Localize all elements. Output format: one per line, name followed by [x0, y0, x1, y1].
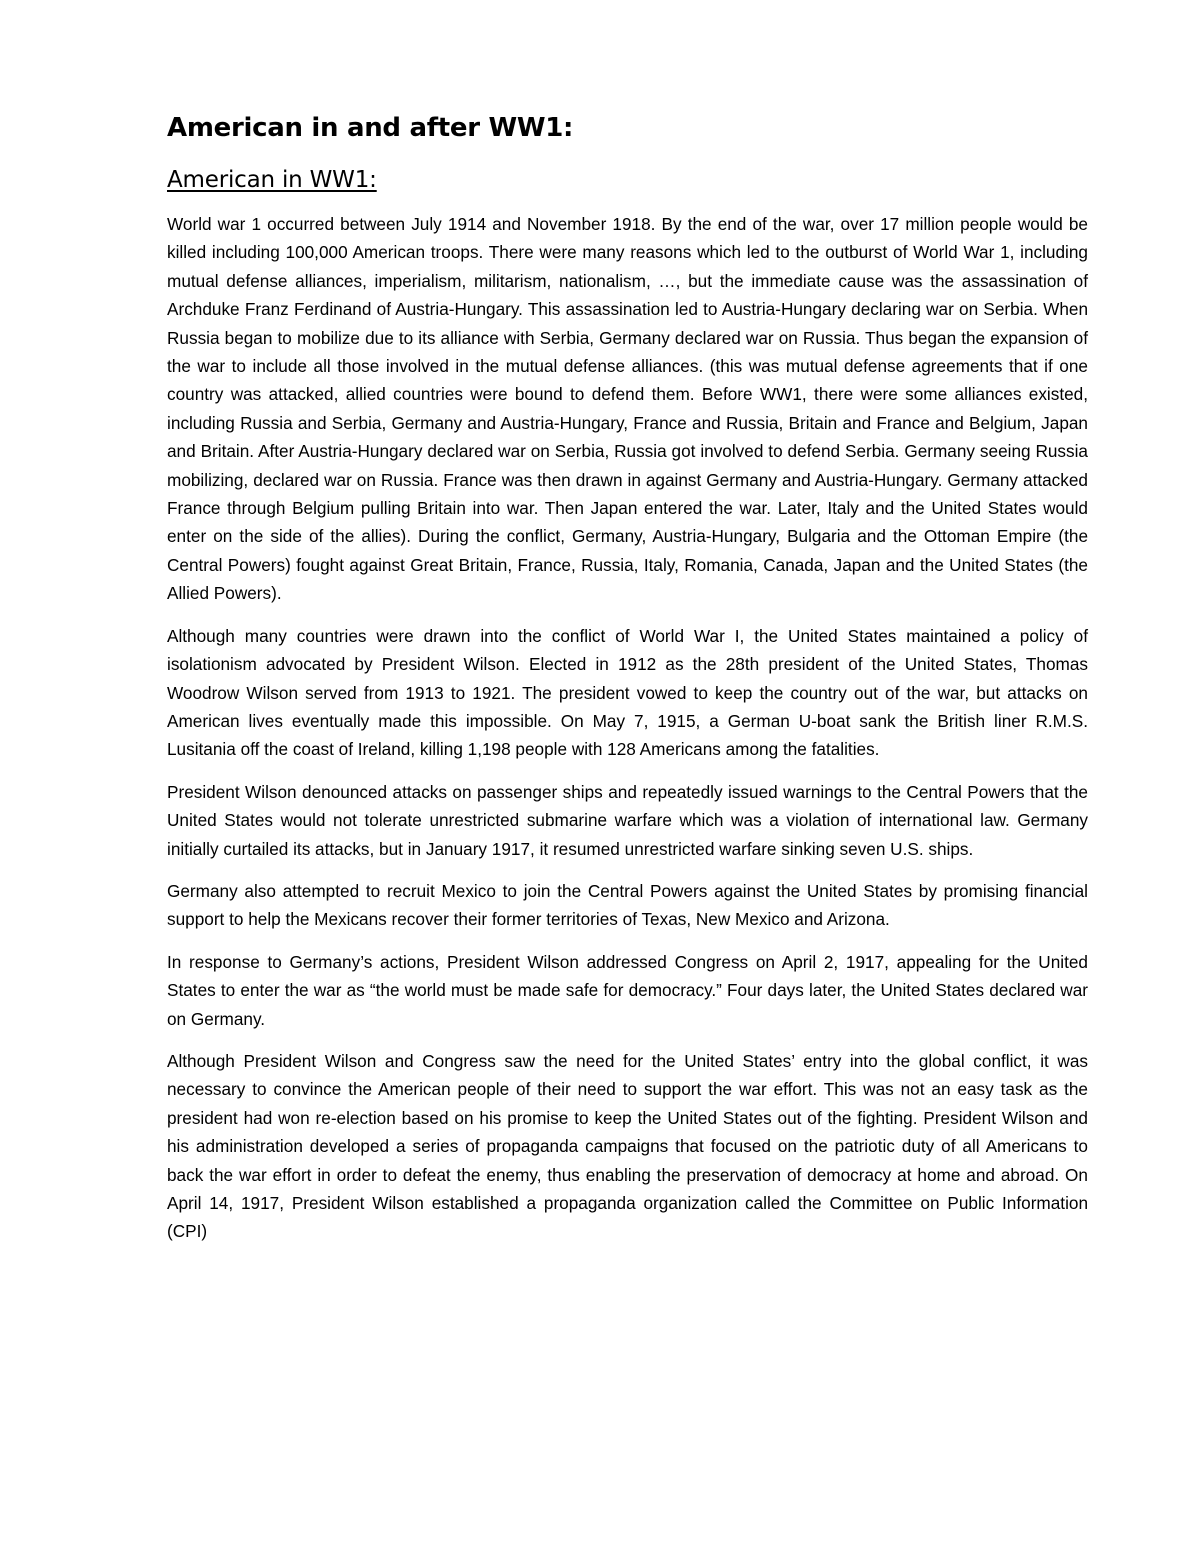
paragraph: Germany also attempted to recruit Mexico to join the Central Powers against the United States by promising financial support to help the Mexicans recover their former territories of Texas, New Mexico and Arizona.: [167, 880, 1088, 930]
paragraph: Although many countries were drawn into the conflict of World War I, the United States maintained a policy of isolationism advocated by President Wilson. Elected in 1912 as the 28th president of the United States, Thomas Woodrow Wilson served from 1913 to 1921. The president vowed to keep the country out of the war, but attacks on American lives eventually made this impossible. On May 7, 1915, a German U-boat sank the British liner R.M.S. Lusitania off the coast of Ireland, killing 1,198 people with 128 Americans among the fatalities.: [167, 625, 1088, 760]
paragraph: In response to Germany’s actions, President Wilson addressed Congress on April 2, 1917, appealing for the United States to enter the war as “the world must be made safe for democracy.” Four days later, the United States declared war on Germany.: [167, 951, 1088, 1029]
document-body: [167, 110, 1088, 1260]
document-title: American in and after WW1:: [167, 113, 574, 143]
paragraph: World war 1 occurred between July 1914 and November 1918. By the end of the war, over 17 million people would be killed including 100,000 American troops. There were many reasons which led to the outburst of World War 1, including mutual defense alliances, imperialism, militarism, nationalism, …, but the immediate cause was the assassination of Archduke Franz Ferdinand of Austria-Hungary. This assassination led to Austria-Hungary declaring war on Serbia. When Russia began to mobilize due to its alliance with Serbia, Germany declared war on Russia. Thus began the expansion of the war to include all those involved in the mutual defense alliances. (this was mutual defense agreements that if one country was attacked, allied countries were bound to defend them. Before WW1, there were some alliances existed, including Russia and Serbia, Germany and Austria-Hungary, France and Russia, Britain and France and Belgium, Japan and Britain. After Austria-Hungary declared war on Serbia, Russia got involved to defend Serbia. Germany seeing Russia mobilizing, declared war on Russia. France was then drawn in against Germany and Austria-Hungary. Germany attacked France through Belgium pulling Britain into war. Then Japan entered the war. Later, Italy and the United States would enter on the side of the allies). During the conflict, Germany, Austria-Hungary, Bulgaria and the Ottoman Empire (the Central Powers) fought against Great Britain, France, Russia, Italy, Romania, Canada, Japan and the United States (the Allied Powers).: [167, 214, 1088, 604]
paragraph: Although President Wilson and Congress saw the need for the United States’ entry into the global conflict, it was necessary to convince the American people of their need to support the war effort. This was not an easy task as the president had won re-election based on his promise to keep the United States out of the fighting. President Wilson and his administration developed a series of propaganda campaigns that focused on the patriotic duty of all Americans to back the war effort in order to defeat the enemy, thus enabling the preservation of democracy at home and abroad. On April 14, 1917, President Wilson established a propaganda organization called the Committee on Public Information (CPI): [167, 1050, 1088, 1242]
section-heading: American in WW1:: [167, 167, 377, 193]
paragraph: President Wilson denounced attacks on passenger ships and repeatedly issued warnings to the Central Powers that the United States would not tolerate unrestricted submarine warfare which was a violation of international law. Germany initially curtailed its attacks, but in January 1917, it resumed unrestricted warfare sinking seven U.S. ships.: [167, 781, 1088, 859]
